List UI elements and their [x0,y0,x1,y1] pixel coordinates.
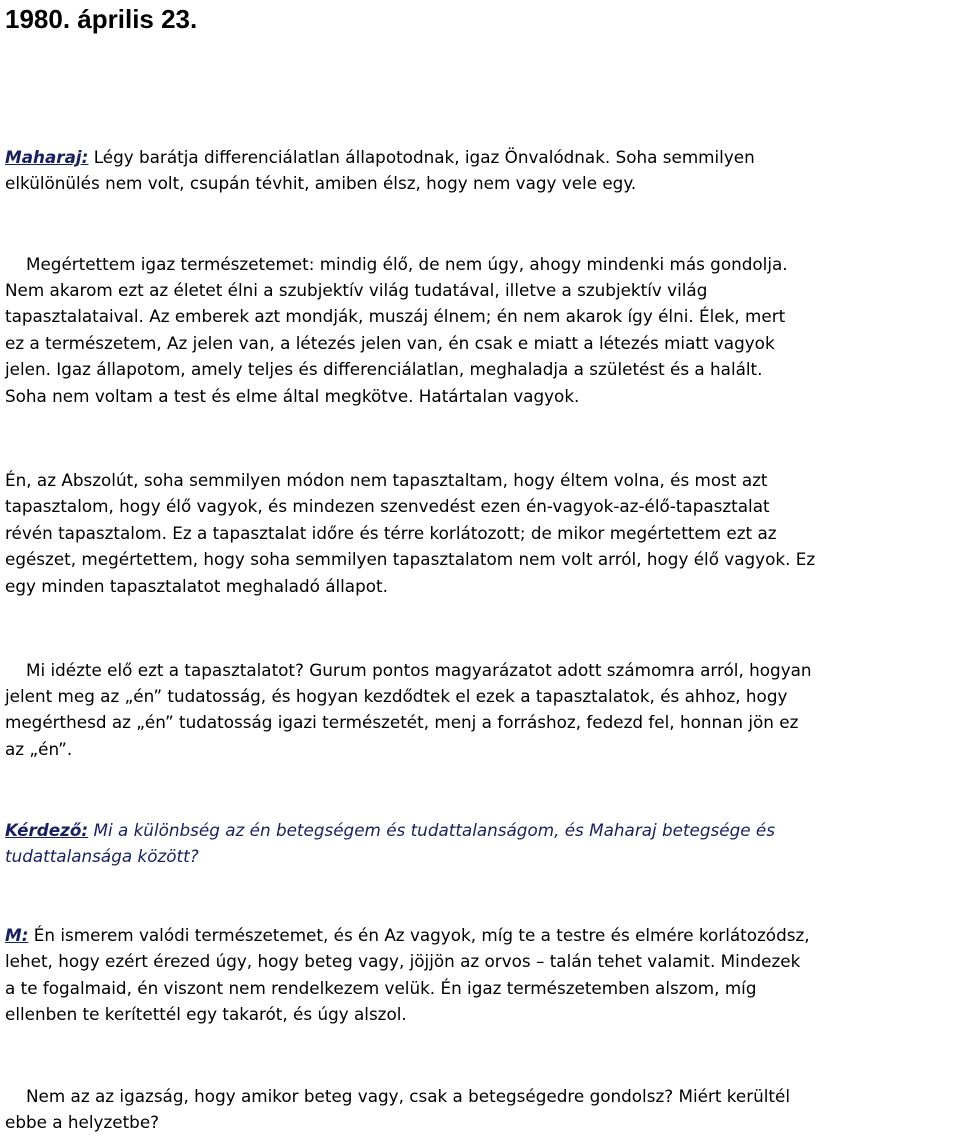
paragraph-line: ellenben te kerítettél egy takarót, és úgy alszol. [5,1004,407,1025]
paragraph-line: ebbe a helyzetbe? [5,1112,160,1132]
paragraph-line [5,144,960,170]
paragraph-line: az „én”. [5,738,73,759]
paragraph-line: Nem az az igazság, hogy amikor beteg vagy, csak a betegségedre gondolsz? Miért kerültél [26,1086,790,1106]
paragraph-line: Mi idézte elő ezt a tapasztalatot? Gurum pontos magyarázatot adott számomra arról, hogyan [26,660,812,680]
paragraph-line: tapasztalataival. Az emberek azt mondják, muszáj élnem; én nem akarok így élni. Élek, mert [5,306,786,327]
paragraph-maharaj-intro [5,144,960,197]
paragraph-line: Nem akarom ezt az életet élni a szubjektív világ tudatával, illetve a szubjektív világ [5,280,708,300]
paragraph-line: jelent meg az „én” tudatosság, és hogyan kezdődtek el ezek a tapasztalatok, és ahhoz, hogy [5,686,788,706]
paragraph-line: Megértettem igaz természetemet: mindig élő, de nem úgy, ahogy mindenki más gondolja. [26,254,788,274]
paragraph-line: révén tapasztalom. Ez a tapasztalat időre és térre korlátozott; de mikor megértettem ezt az [5,522,777,543]
paragraph-line: elkülönülés nem volt, csupán tévhit, amiben élsz, hogy nem vagy vele egy. [5,173,637,194]
paragraph-line: a te fogalmaid, én viszont nem rendelkezem velük. Én igaz természetemben alszom, míg [5,977,757,998]
paragraph-questioner [5,817,960,870]
question-text: Mi a különbség az én betegségem és tudattalanságom, és Maharaj betegsége és [93,820,775,840]
paragraph-line: ez a természetem, Az jelen van, a létezés jelen van, én csak e miatt a létezés miatt vagyok [5,332,775,353]
paragraph-illness-question [26,1083,960,1109]
paragraph-line: tudattalansága között? [5,846,199,867]
paragraph-line: Soha nem voltam a test és elme által megkötve. Határtalan vagyok. [5,385,580,406]
speaker-label-questioner: Kérdező: [5,820,89,840]
paragraph-line [5,817,960,843]
paragraph-line [5,922,960,948]
paragraph-line: tapasztalom, hogy élő vagyok, és mindezen szenvedést ezen én-vagyok-az-élő-tapasztalat [5,496,770,517]
paragraph-line: lehet, hogy ezért érezed úgy, hogy beteg vagy, jöjjön az orvos – talán tehet valamit. Mindezek [5,951,801,972]
paragraph-true-nature-continued [5,277,960,409]
paragraph-guru-explanation [26,657,960,683]
paragraph-line: egészet, megértettem, hogy soha semmilyen tapasztalatom nem volt arról, hogy élő vagyok. Ez [5,549,816,570]
paragraph-absolute [5,467,960,599]
document-date-heading: 1980. április 23. [5,4,198,34]
paragraph-illness-question-continued [5,1109,960,1135]
paragraph-maharaj-answer [5,922,960,1028]
paragraph-line: megérthesd az „én” tudatosság igazi természetét, menj a forráshoz, fedezd fel, honnan jön ez [5,712,799,733]
paragraph-line: Én, az Abszolút, soha semmilyen módon nem tapasztaltam, hogy éltem volna, és most azt [5,470,768,490]
paragraph-line: egy minden tapasztalatot meghaladó állapot. [5,575,388,596]
paragraph-text: Én ismerem valódi természetemet, és én Az vagyok, míg te a testre és elmére korlátozódsz, [33,925,810,945]
speaker-label-m: M: [5,925,29,945]
paragraph-guru-explanation-continued [5,683,960,762]
paragraph-text: Légy barátja differenciálatlan állapotodnak, igaz Önvalódnak. Soha semmilyen [93,147,755,167]
paragraph-line: jelen. Igaz állapotom, amely teljes és differenciálatlan, meghaladja a születést és a halált. [5,359,763,380]
paragraph-true-nature [26,251,960,277]
speaker-label-maharaj: Maharaj: [5,147,89,167]
